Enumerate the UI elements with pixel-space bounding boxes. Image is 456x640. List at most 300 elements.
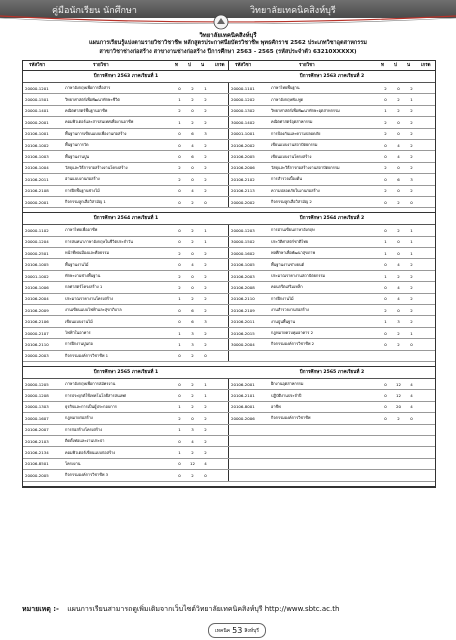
course-name: พื้นฐานงานช่างยนต์ bbox=[271, 261, 305, 267]
course-code: 20106-2110 bbox=[231, 296, 255, 302]
row-right-course bbox=[229, 316, 435, 326]
course-name: การสนทนาภาษาอังกฤษในชีวิตประจำวัน bbox=[65, 238, 133, 244]
course-code: 20106-2110 bbox=[25, 341, 49, 347]
theory-hours: 0 bbox=[178, 307, 181, 313]
course-name: คอนกรีตเสริมเหล็ก bbox=[271, 284, 303, 290]
theory-hours: 0 bbox=[178, 227, 181, 233]
course-code: 30000-1502 bbox=[231, 239, 255, 245]
practice-hours: 0 bbox=[397, 188, 400, 194]
theory-hours: 0 bbox=[384, 393, 387, 399]
credits: 1 bbox=[204, 239, 207, 245]
row-left-course bbox=[23, 83, 229, 93]
note-label: หมายเหตุ :- bbox=[22, 605, 59, 613]
course-name: การก่อสร้างโครงสร้าง bbox=[65, 426, 103, 432]
course-name: พื้นฐานงานปูน bbox=[65, 153, 90, 159]
credits: 3 bbox=[410, 176, 413, 182]
row-left-course bbox=[23, 259, 229, 269]
theory-hours: 2 bbox=[384, 307, 387, 313]
course-code: 20000-1303 bbox=[25, 404, 49, 410]
theory-hours: 0 bbox=[178, 131, 181, 137]
term-right-label: ปีการศึกษา 2565 ภาคเรียนที่ 2 bbox=[299, 369, 365, 375]
table-row bbox=[23, 402, 435, 413]
practice-hours: 3 bbox=[191, 427, 194, 433]
course-name: คณิตศาสตร์พื้นฐานอาชีพ bbox=[65, 107, 108, 113]
credits: 2 bbox=[204, 165, 207, 171]
row-right-course bbox=[229, 379, 435, 389]
term-right-label: ปีการศึกษา 2563 ภาคเรียนที่ 2 bbox=[299, 74, 365, 79]
course-name: ประมาณราคางานสถาปัตยกรรม bbox=[271, 273, 326, 279]
credits: 2 bbox=[204, 176, 207, 182]
credits: 2 bbox=[410, 108, 413, 114]
theory-hours: 0 bbox=[178, 154, 181, 160]
course-code: 20106-2002 bbox=[231, 142, 255, 148]
credits: 2 bbox=[204, 97, 207, 103]
table-row bbox=[23, 271, 435, 282]
course-code: 20000-1102 bbox=[25, 227, 49, 233]
credits: 2 bbox=[204, 188, 207, 194]
row-left-course bbox=[23, 151, 229, 161]
theory-hours: 0 bbox=[384, 176, 387, 182]
course-name: กฎหมายควบคุมอาคาร 2 bbox=[271, 330, 314, 335]
row-left-course bbox=[23, 129, 229, 139]
row-left-course bbox=[23, 197, 229, 207]
row-right-course bbox=[229, 186, 435, 196]
header-grade-right: เกรด bbox=[421, 63, 431, 68]
course-code: 20106-2005 bbox=[231, 154, 255, 160]
course-name: การอ่านเขียนภาษาอังกฤษ bbox=[271, 227, 315, 233]
table-row bbox=[23, 94, 435, 105]
practice-hours: 2 bbox=[191, 296, 194, 302]
course-name: การฝึกงานไม้ bbox=[271, 295, 294, 301]
practice-hours: 2 bbox=[191, 199, 194, 205]
course-name: ภาษาอังกฤษเพื่อการสมัครงาน bbox=[65, 381, 116, 387]
course-name: พลศึกษาเพื่อพัฒนาสุขภาพ bbox=[271, 250, 316, 256]
row-left-course bbox=[23, 117, 229, 127]
row-left-course bbox=[23, 447, 229, 457]
theory-hours: 2 bbox=[384, 188, 387, 194]
course-code: 20106-2006 bbox=[231, 165, 255, 171]
header-n: น bbox=[201, 63, 205, 68]
table-row bbox=[23, 259, 435, 270]
table-row bbox=[23, 390, 435, 401]
row-left-course bbox=[23, 94, 229, 104]
theory-hours: 2 bbox=[178, 250, 181, 256]
practice-hours: 0 bbox=[397, 165, 400, 171]
table-row bbox=[23, 425, 435, 436]
header-code: รหัสวิชา bbox=[29, 63, 46, 68]
course-code: 20106-2109 bbox=[231, 307, 255, 313]
practice-hours: 0 bbox=[191, 250, 194, 256]
practice-hours: 6 bbox=[191, 131, 194, 137]
course-name: ภาษาอังกฤษเพื่อการสื่อสาร bbox=[65, 85, 111, 91]
table-row bbox=[23, 237, 435, 248]
table-row bbox=[23, 151, 435, 162]
page-number: 53 bbox=[232, 626, 243, 635]
credits: 2 bbox=[410, 165, 413, 171]
practice-hours: 2 bbox=[191, 381, 194, 387]
practice-hours: 0 bbox=[397, 250, 400, 256]
table-row bbox=[23, 129, 435, 140]
practice-hours: 4 bbox=[191, 142, 194, 148]
practice-hours: 2 bbox=[397, 341, 400, 347]
course-code: 20000-1302 bbox=[231, 108, 255, 114]
row-right-course bbox=[229, 225, 435, 235]
course-name: อ่านแบบงานก่อสร้าง bbox=[65, 176, 100, 182]
practice-hours: 2 bbox=[191, 239, 194, 245]
theory-hours: 0 bbox=[178, 199, 181, 205]
table-row bbox=[23, 163, 435, 174]
course-name: วิทยาศาสตร์เพื่อพัฒนาทักษะอุตสาหกรรม bbox=[271, 107, 340, 113]
page-footer bbox=[208, 623, 266, 638]
course-code: 20106-2008 bbox=[231, 284, 255, 290]
theory-hours: 0 bbox=[178, 85, 181, 91]
credits: 2 bbox=[410, 319, 413, 325]
practice-hours: 0 bbox=[191, 176, 194, 182]
row-right-course bbox=[229, 83, 435, 93]
practice-hours: 2 bbox=[397, 415, 400, 421]
row-left-course bbox=[23, 305, 229, 315]
table-row bbox=[23, 140, 435, 151]
theory-hours: 0 bbox=[384, 381, 387, 387]
course-name: ไฟฟ้าในอาคาร bbox=[65, 330, 91, 335]
course-code: 20106-1001 bbox=[25, 131, 49, 137]
course-name: ทักษะงานช่างพื้นฐาน bbox=[65, 273, 101, 279]
credits: 4 bbox=[410, 404, 413, 410]
row-left-course bbox=[23, 459, 229, 469]
practice-hours: 2 bbox=[397, 199, 400, 205]
course-name: ภาษาอังกฤษฟัง-พูด bbox=[271, 96, 304, 102]
theory-hours: 0 bbox=[384, 142, 387, 148]
table-row bbox=[23, 339, 435, 350]
footer-prefix: เทคนิค bbox=[215, 627, 231, 634]
course-code: 20000-1205 bbox=[25, 381, 49, 387]
course-code: 20106-2134 bbox=[25, 450, 49, 456]
credits: 1 bbox=[204, 85, 207, 91]
practice-hours: 4 bbox=[397, 142, 400, 148]
course-code: 20000-2001 bbox=[25, 119, 49, 125]
theory-hours: 0 bbox=[384, 341, 387, 347]
course-name: วิทยาศาสตร์เพื่อพัฒนาทักษะชีวิต bbox=[65, 96, 120, 102]
course-name: ธุรกิจและการเป็นผู้ประกอบการ bbox=[65, 403, 117, 409]
course-code: 20106-2009 bbox=[25, 307, 49, 313]
theory-hours: 1 bbox=[384, 273, 387, 279]
theory-hours: 2 bbox=[384, 119, 387, 125]
table-row bbox=[23, 447, 435, 458]
course-code: 20001-1001 bbox=[231, 131, 255, 137]
theory-hours: 1 bbox=[384, 108, 387, 114]
table-row bbox=[23, 305, 435, 316]
practice-hours: 2 bbox=[397, 330, 400, 336]
credits: 2 bbox=[204, 404, 207, 410]
credits: 2 bbox=[410, 307, 413, 313]
header-t: ท bbox=[175, 63, 178, 68]
theory-hours: 2 bbox=[384, 165, 387, 171]
row-left-course bbox=[23, 390, 229, 400]
course-code: 20106-2007 bbox=[25, 427, 49, 433]
practice-hours: 3 bbox=[191, 341, 194, 347]
theory-hours: 0 bbox=[178, 472, 181, 478]
course-code: 20000-1202 bbox=[231, 97, 255, 103]
theory-hours: 0 bbox=[384, 284, 387, 290]
row-right-course bbox=[229, 174, 435, 184]
footer-suffix: สิงห์บุรี bbox=[244, 627, 259, 634]
practice-hours: 3 bbox=[397, 319, 400, 325]
course-name: คอมพิวเตอร์เขียนแบบก่อสร้าง bbox=[65, 449, 116, 455]
row-left-course bbox=[23, 339, 229, 349]
header-name: รายวิชา bbox=[93, 63, 109, 68]
practice-hours: 2 bbox=[191, 404, 194, 410]
practice-hours: 12 bbox=[190, 461, 195, 467]
course-code: 20000-2005 bbox=[25, 472, 49, 478]
theory-hours: 1 bbox=[178, 427, 181, 433]
credits: 2 bbox=[410, 142, 413, 148]
document-subtitle: สาขาวิชาช่างก่อสร้าง สาขางานช่างก่อสร้าง ปีการศึกษา 2563 - 2565 (รหัสประจำตัว 63210XXXXX) bbox=[99, 49, 357, 55]
practice-hours: 2 bbox=[191, 97, 194, 103]
table-row bbox=[23, 248, 435, 259]
practice-hours: 0 bbox=[191, 273, 194, 279]
course-name: คณิตศาสตร์อุตสาหกรรม bbox=[271, 119, 313, 125]
course-name: ติดตั้งท่อและงานประปา bbox=[65, 438, 105, 444]
header-p-right: ป bbox=[394, 63, 397, 68]
theory-hours: 0 bbox=[178, 188, 181, 194]
term-left-label: ปีการศึกษา 2564 ภาคเรียนที่ 1 bbox=[93, 216, 159, 222]
credits: 2 bbox=[204, 250, 207, 256]
row-left-course bbox=[23, 282, 229, 292]
theory-hours: 0 bbox=[178, 393, 181, 399]
practice-hours: 4 bbox=[397, 262, 400, 268]
theory-hours: 2 bbox=[178, 284, 181, 290]
course-code: 20000-1204 bbox=[25, 239, 49, 245]
practice-hours: 4 bbox=[191, 438, 194, 444]
table-row bbox=[23, 117, 435, 128]
credits: 2 bbox=[204, 415, 207, 421]
practice-hours: 2 bbox=[191, 119, 194, 125]
theory-hours: 1 bbox=[178, 330, 181, 336]
practice-hours: 3 bbox=[191, 330, 194, 336]
theory-hours: 0 bbox=[384, 154, 387, 160]
row-right-course bbox=[229, 106, 435, 116]
credits: 0 bbox=[204, 199, 207, 205]
credits: 2 bbox=[204, 307, 207, 313]
row-right-course bbox=[229, 271, 435, 281]
course-code: 20000-2006 bbox=[231, 415, 255, 421]
row-right-course bbox=[229, 129, 435, 139]
table-row bbox=[23, 351, 435, 362]
practice-hours: 0 bbox=[191, 284, 194, 290]
practice-hours: 0 bbox=[397, 85, 400, 91]
row-right-course bbox=[229, 140, 435, 150]
course-name: ปฏิบัติงานประจำปี bbox=[271, 392, 302, 398]
practice-hours: 6 bbox=[397, 176, 400, 182]
row-left-course bbox=[23, 248, 229, 258]
credits: 2 bbox=[204, 450, 207, 456]
course-name: พื้นฐานงานไม้ bbox=[65, 261, 89, 267]
header-p: ป bbox=[188, 63, 191, 68]
row-right-course bbox=[229, 436, 435, 446]
theory-hours: 0 bbox=[384, 415, 387, 421]
table-row bbox=[23, 379, 435, 390]
practice-hours: 20 bbox=[396, 404, 401, 410]
course-name: เขียนแบบงานไม้ bbox=[65, 318, 93, 324]
header-t-right: ท bbox=[381, 63, 384, 68]
table-row bbox=[23, 197, 435, 208]
theory-hours: 0 bbox=[178, 353, 181, 359]
course-code: 20106-1004 bbox=[25, 165, 49, 171]
credits: 2 bbox=[204, 284, 207, 290]
practice-hours: 0 bbox=[191, 415, 194, 421]
theory-hours: 0 bbox=[178, 239, 181, 245]
theory-hours: 0 bbox=[384, 296, 387, 302]
course-name: เขียนแบบงานสถาปัตยกรรม bbox=[271, 142, 318, 148]
theory-hours: 0 bbox=[178, 142, 181, 148]
row-left-course bbox=[23, 225, 229, 235]
course-code: 20106-2011 bbox=[231, 319, 255, 325]
course-name: หน้าที่พลเมืองและศีลธรรม bbox=[65, 250, 110, 256]
theory-hours: 2 bbox=[384, 85, 387, 91]
credits: 2 bbox=[410, 273, 413, 279]
credits: 1 bbox=[204, 393, 207, 399]
course-code: 20000-1607 bbox=[25, 415, 49, 421]
practice-hours: 2 bbox=[191, 450, 194, 456]
college-logo-icon bbox=[212, 14, 230, 30]
theory-hours: 2 bbox=[178, 273, 181, 279]
theory-hours: 0 bbox=[384, 404, 387, 410]
course-code: 20106-2003 bbox=[231, 273, 255, 279]
row-right-course bbox=[229, 390, 435, 400]
practice-hours: 12 bbox=[396, 393, 401, 399]
course-name: การประยุกต์ใช้เทคโนโลยีสารสนเทศ bbox=[65, 392, 127, 398]
course-code: 20000-1101 bbox=[231, 85, 255, 91]
course-name: กฎหมายก่อสร้าง bbox=[65, 415, 93, 421]
practice-hours: 2 bbox=[191, 85, 194, 91]
term-left-label: ปีการศึกษา 2563 ภาคเรียนที่ 1 bbox=[93, 74, 159, 79]
practice-hours: 6 bbox=[191, 307, 194, 313]
course-name: โครงงาน bbox=[65, 460, 81, 466]
theory-hours: 1 bbox=[178, 296, 181, 302]
course-code: 20106-2108 bbox=[25, 188, 49, 194]
row-left-course bbox=[23, 436, 229, 446]
course-code: 20000-1208 bbox=[25, 393, 49, 399]
course-name: การสำรวจเบื้องต้น bbox=[271, 176, 302, 182]
term-right-label: ปีการศึกษา 2564 ภาคเรียนที่ 2 bbox=[299, 216, 365, 222]
document-title: แผนการเรียนรู้แบ่งตามรายวิชาวิชาชีพ หลักสูตรประกาศนียบัตรวิชาชีพ พุทธศักราช 2562 ประเภทวิชาอุตสาหกรรม bbox=[89, 40, 367, 46]
credits: 0 bbox=[410, 199, 413, 205]
credits: 2 bbox=[204, 142, 207, 148]
header-n-right: น bbox=[407, 63, 411, 68]
credits: 4 bbox=[410, 381, 413, 387]
row-left-course bbox=[23, 425, 229, 435]
row-left-course bbox=[23, 328, 229, 338]
row-right-course bbox=[229, 294, 435, 304]
course-code: 20106-2015 bbox=[231, 330, 255, 336]
row-right-course bbox=[229, 425, 435, 435]
course-name: ประมาณราคางานโครงสร้าง bbox=[65, 295, 114, 301]
course-code: 20106-2001 bbox=[231, 381, 255, 387]
credits: 2 bbox=[410, 85, 413, 91]
credits: 2 bbox=[410, 296, 413, 302]
course-code: 20000-2107 bbox=[25, 330, 49, 336]
note bbox=[22, 604, 339, 615]
credits: 2 bbox=[204, 330, 207, 336]
course-name: พื้นฐานการวัด bbox=[65, 142, 89, 148]
course-name: คอมพิวเตอร์และสารสนเทศเพื่องานอาชีพ bbox=[65, 119, 134, 125]
practice-hours: 2 bbox=[191, 472, 194, 478]
credits: 2 bbox=[204, 273, 207, 279]
course-name: งานปูนพื้นฐาน bbox=[271, 318, 296, 324]
course-code: 20106-2103 bbox=[25, 438, 49, 444]
table-row bbox=[23, 413, 435, 424]
credits: 1 bbox=[410, 239, 413, 245]
course-name: วัสดุและวิธีการก่อสร้างงานสถาปัตยกรรม bbox=[271, 164, 340, 170]
course-name: กลศาสตร์โครงสร้าง 1 bbox=[65, 284, 103, 290]
row-right-course bbox=[229, 413, 435, 423]
theory-hours: 0 bbox=[178, 461, 181, 467]
table-body bbox=[23, 71, 435, 487]
course-name: กิจกรรมลูกเสือวิสามัญ 1 bbox=[65, 199, 106, 205]
theory-hours: 0 bbox=[384, 330, 387, 336]
course-code: 20106-2004 bbox=[25, 296, 49, 302]
course-code: 20000-2003 bbox=[25, 353, 49, 359]
course-code: 20106-2113 bbox=[231, 188, 255, 194]
practice-hours: 0 bbox=[397, 307, 400, 313]
theory-hours: 0 bbox=[384, 227, 387, 233]
header-name-right: รายวิชา bbox=[299, 63, 315, 68]
credits: 2 bbox=[410, 131, 413, 137]
row-left-course bbox=[23, 351, 229, 361]
study-plan-table bbox=[22, 60, 436, 488]
credits: 0 bbox=[410, 415, 413, 421]
course-code: 20106-1006 bbox=[25, 284, 49, 290]
course-code: 20000-1501 bbox=[25, 97, 49, 103]
practice-hours: 2 bbox=[397, 97, 400, 103]
credits: 2 bbox=[204, 108, 207, 114]
row-left-course bbox=[23, 470, 229, 480]
practice-hours: 12 bbox=[396, 381, 401, 387]
course-name: กิจกรรมองค์การวิชาชีพ 2 bbox=[271, 341, 315, 347]
table-row bbox=[23, 436, 435, 447]
row-left-course bbox=[23, 163, 229, 173]
course-name: กิจกรรมองค์การวิชาชีพ 1 bbox=[65, 352, 109, 358]
row-left-course bbox=[23, 402, 229, 412]
table-row bbox=[23, 328, 435, 339]
course-code: 20106-1002 bbox=[25, 142, 49, 148]
row-right-course bbox=[229, 470, 435, 480]
theory-hours: 1 bbox=[178, 450, 181, 456]
row-right-course bbox=[229, 237, 435, 247]
course-name: วัสดุและวิธีการก่อสร้างงานโครงสร้าง bbox=[65, 164, 128, 170]
row-left-course bbox=[23, 237, 229, 247]
practice-hours: 4 bbox=[191, 188, 194, 194]
row-left-course bbox=[23, 413, 229, 423]
course-code: 20106-1005 bbox=[25, 262, 49, 268]
theory-hours: 2 bbox=[384, 131, 387, 137]
course-code: 20000-1602 bbox=[231, 250, 255, 256]
block-separator bbox=[23, 482, 435, 487]
theory-hours: 2 bbox=[178, 415, 181, 421]
note-text: แผนการเรียนสามารถดูเพิ่มเติมจากเว็บไซต์วิทยาลัยเทคนิคสิงห์บุรี http://www.sbtc.ac.th bbox=[67, 605, 340, 613]
course-name: การป้องกันและความปลอดภัย bbox=[271, 130, 321, 136]
row-right-course bbox=[229, 459, 435, 469]
credits: 2 bbox=[410, 188, 413, 194]
theory-hours: 1 bbox=[178, 341, 181, 347]
table-row bbox=[23, 83, 435, 94]
row-left-course bbox=[23, 316, 229, 326]
table-header-row bbox=[23, 61, 435, 71]
course-code: 20106-8001 bbox=[231, 404, 255, 410]
theory-hours: 1 bbox=[384, 250, 387, 256]
course-code: 20000-1201 bbox=[25, 85, 49, 91]
row-right-course bbox=[229, 197, 435, 207]
